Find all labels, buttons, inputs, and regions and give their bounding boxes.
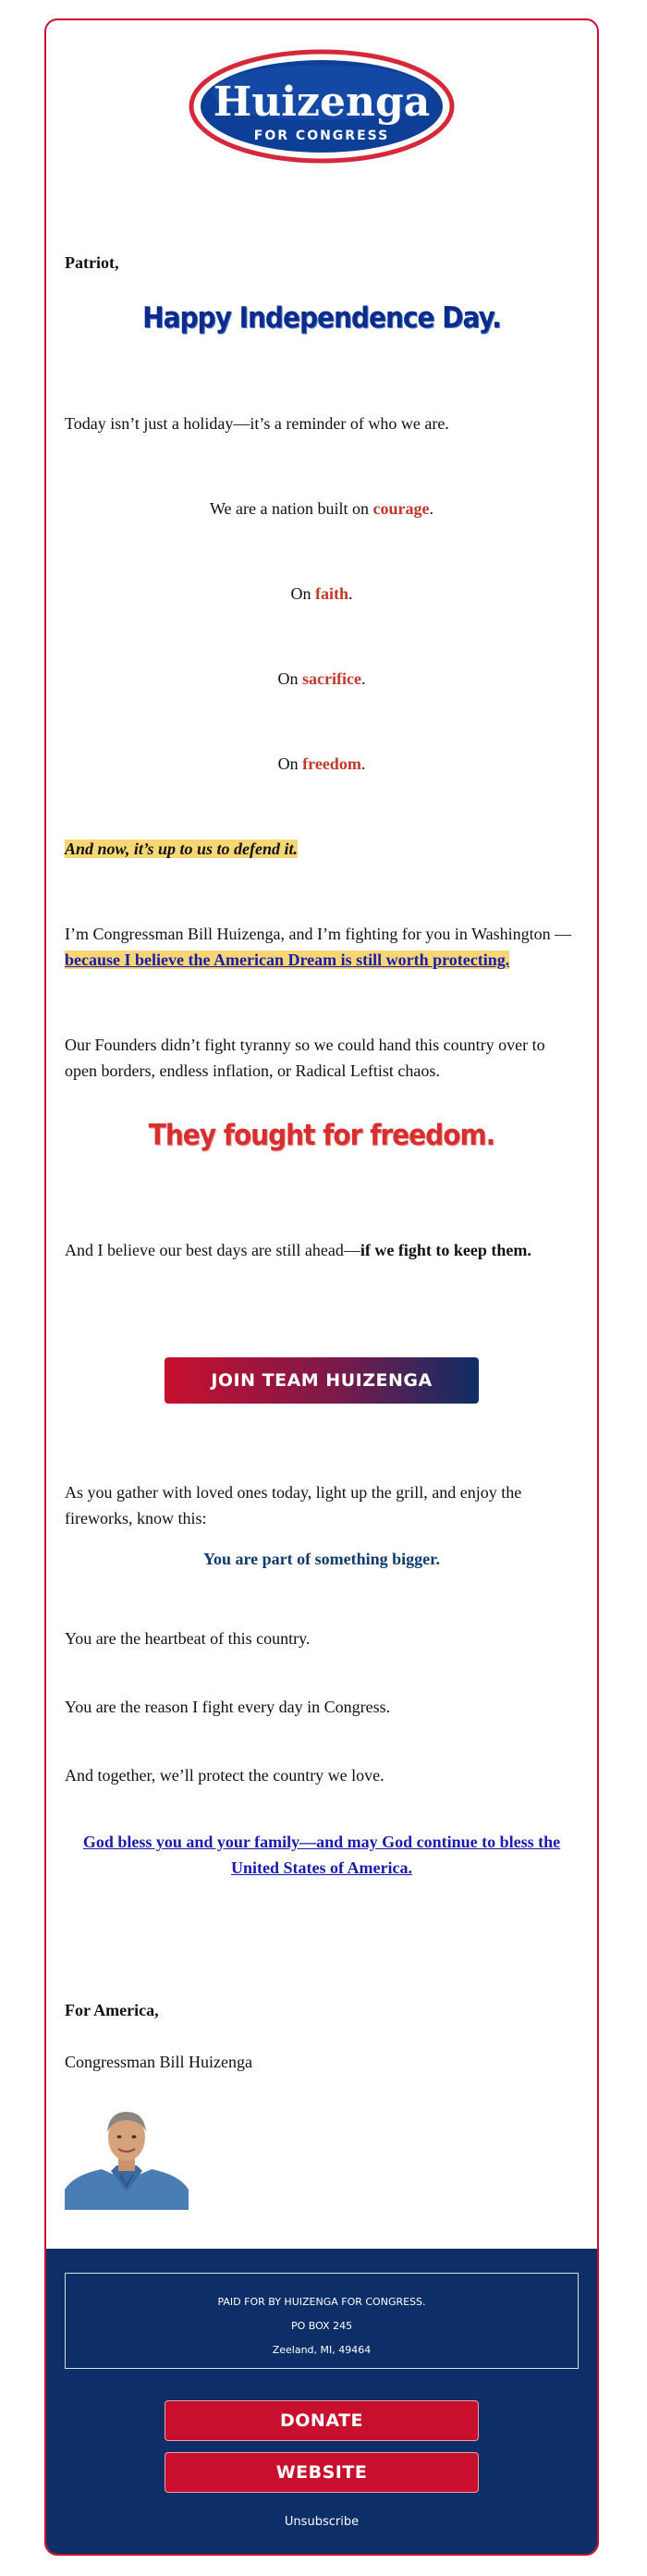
headline-container	[65, 300, 579, 335]
logo-tagline: FOR CONGRESS	[253, 129, 390, 143]
bigger-line: You are part of something bigger.	[203, 1550, 440, 1568]
best-days-bold: if we fight to keep them.	[360, 1241, 531, 1259]
faith-word: faith	[315, 584, 348, 603]
blessing-container	[65, 1829, 579, 1881]
fighting-text: I’m Congressman Bill Huizenga, and I’m fighting for you in Washington —	[65, 925, 572, 943]
best-days-text: And I believe our best days are still ahead—	[65, 1241, 360, 1259]
greeting: Patriot,	[65, 253, 119, 272]
signoff-closing: For America,	[65, 2001, 159, 2019]
heartbeat-line: You are the heartbeat of this country.	[65, 1629, 311, 1648]
value-freedom	[65, 751, 579, 777]
headline: Happy Independence Day.	[142, 300, 501, 335]
on-prefix: On	[277, 754, 303, 773]
email-card	[44, 18, 599, 2556]
founders-paragraph: Our Founders didn’t fight tyranny so we could hand this country over to open borders, endless inflation, or Radical Leftist chaos.	[65, 1036, 545, 1080]
period: .	[429, 499, 433, 518]
disclaimer-box	[65, 2273, 579, 2369]
sacrifice-word: sacrifice	[302, 669, 361, 688]
courage-word: courage	[372, 499, 430, 518]
logo-container	[46, 46, 597, 166]
period: .	[348, 584, 353, 603]
value-sacrifice	[65, 666, 579, 692]
value-faith	[65, 581, 579, 607]
together-line: And together, we’ll protect the country we love.	[65, 1766, 385, 1785]
fighting-paragraph	[65, 921, 579, 973]
on-prefix: On	[290, 584, 315, 603]
best-days-paragraph	[65, 1237, 579, 1263]
defend-text: And now, it’s up to us to defend it.	[65, 840, 299, 858]
blessing-link[interactable]: God bless you and your family—and may God continue to bless the United States of America.	[82, 1833, 561, 1877]
congressman-portrait	[65, 2101, 189, 2210]
join-team-button[interactable]: JOIN TEAM HUIZENGA	[165, 1357, 479, 1404]
footer	[46, 2249, 597, 2554]
value-courage	[65, 496, 579, 521]
signoff-name: Congressman Bill Huizenga	[65, 2053, 252, 2071]
period: .	[360, 754, 366, 773]
po-box-line: PO BOX 245	[290, 2320, 353, 2332]
intro-text: Today isn’t just a holiday—it’s a reminder of who we are.	[65, 414, 449, 433]
city-line: Zeeland, MI, 49464	[272, 2344, 372, 2356]
gather-paragraph: As you gather with loved ones today, light up the grill, and enjoy the fireworks, know this:	[65, 1483, 522, 1527]
defend-line	[65, 836, 579, 862]
headline2-container	[65, 1117, 579, 1152]
website-button[interactable]: WEBSITE	[165, 2452, 479, 2493]
logo-name: Huizenga	[213, 79, 431, 126]
huizenga-logo	[188, 48, 456, 165]
donate-button[interactable]: DONATE	[165, 2400, 479, 2441]
freedom-word: freedom	[302, 754, 361, 773]
on-prefix: On	[277, 669, 303, 688]
american-dream-link[interactable]: because I believe the American Dream is still worth protecting.	[65, 951, 510, 969]
reason-line: You are the reason I fight every day in Congress.	[65, 1698, 391, 1716]
unsubscribe-link[interactable]: Unsubscribe	[284, 2515, 360, 2529]
period: .	[360, 669, 366, 688]
paid-for-line: PAID FOR BY HUIZENGA FOR CONGRESS.	[217, 2296, 426, 2308]
courage-prefix: We are a nation built on	[210, 499, 373, 518]
headline-freedom: They fought for freedom.	[148, 1117, 495, 1152]
